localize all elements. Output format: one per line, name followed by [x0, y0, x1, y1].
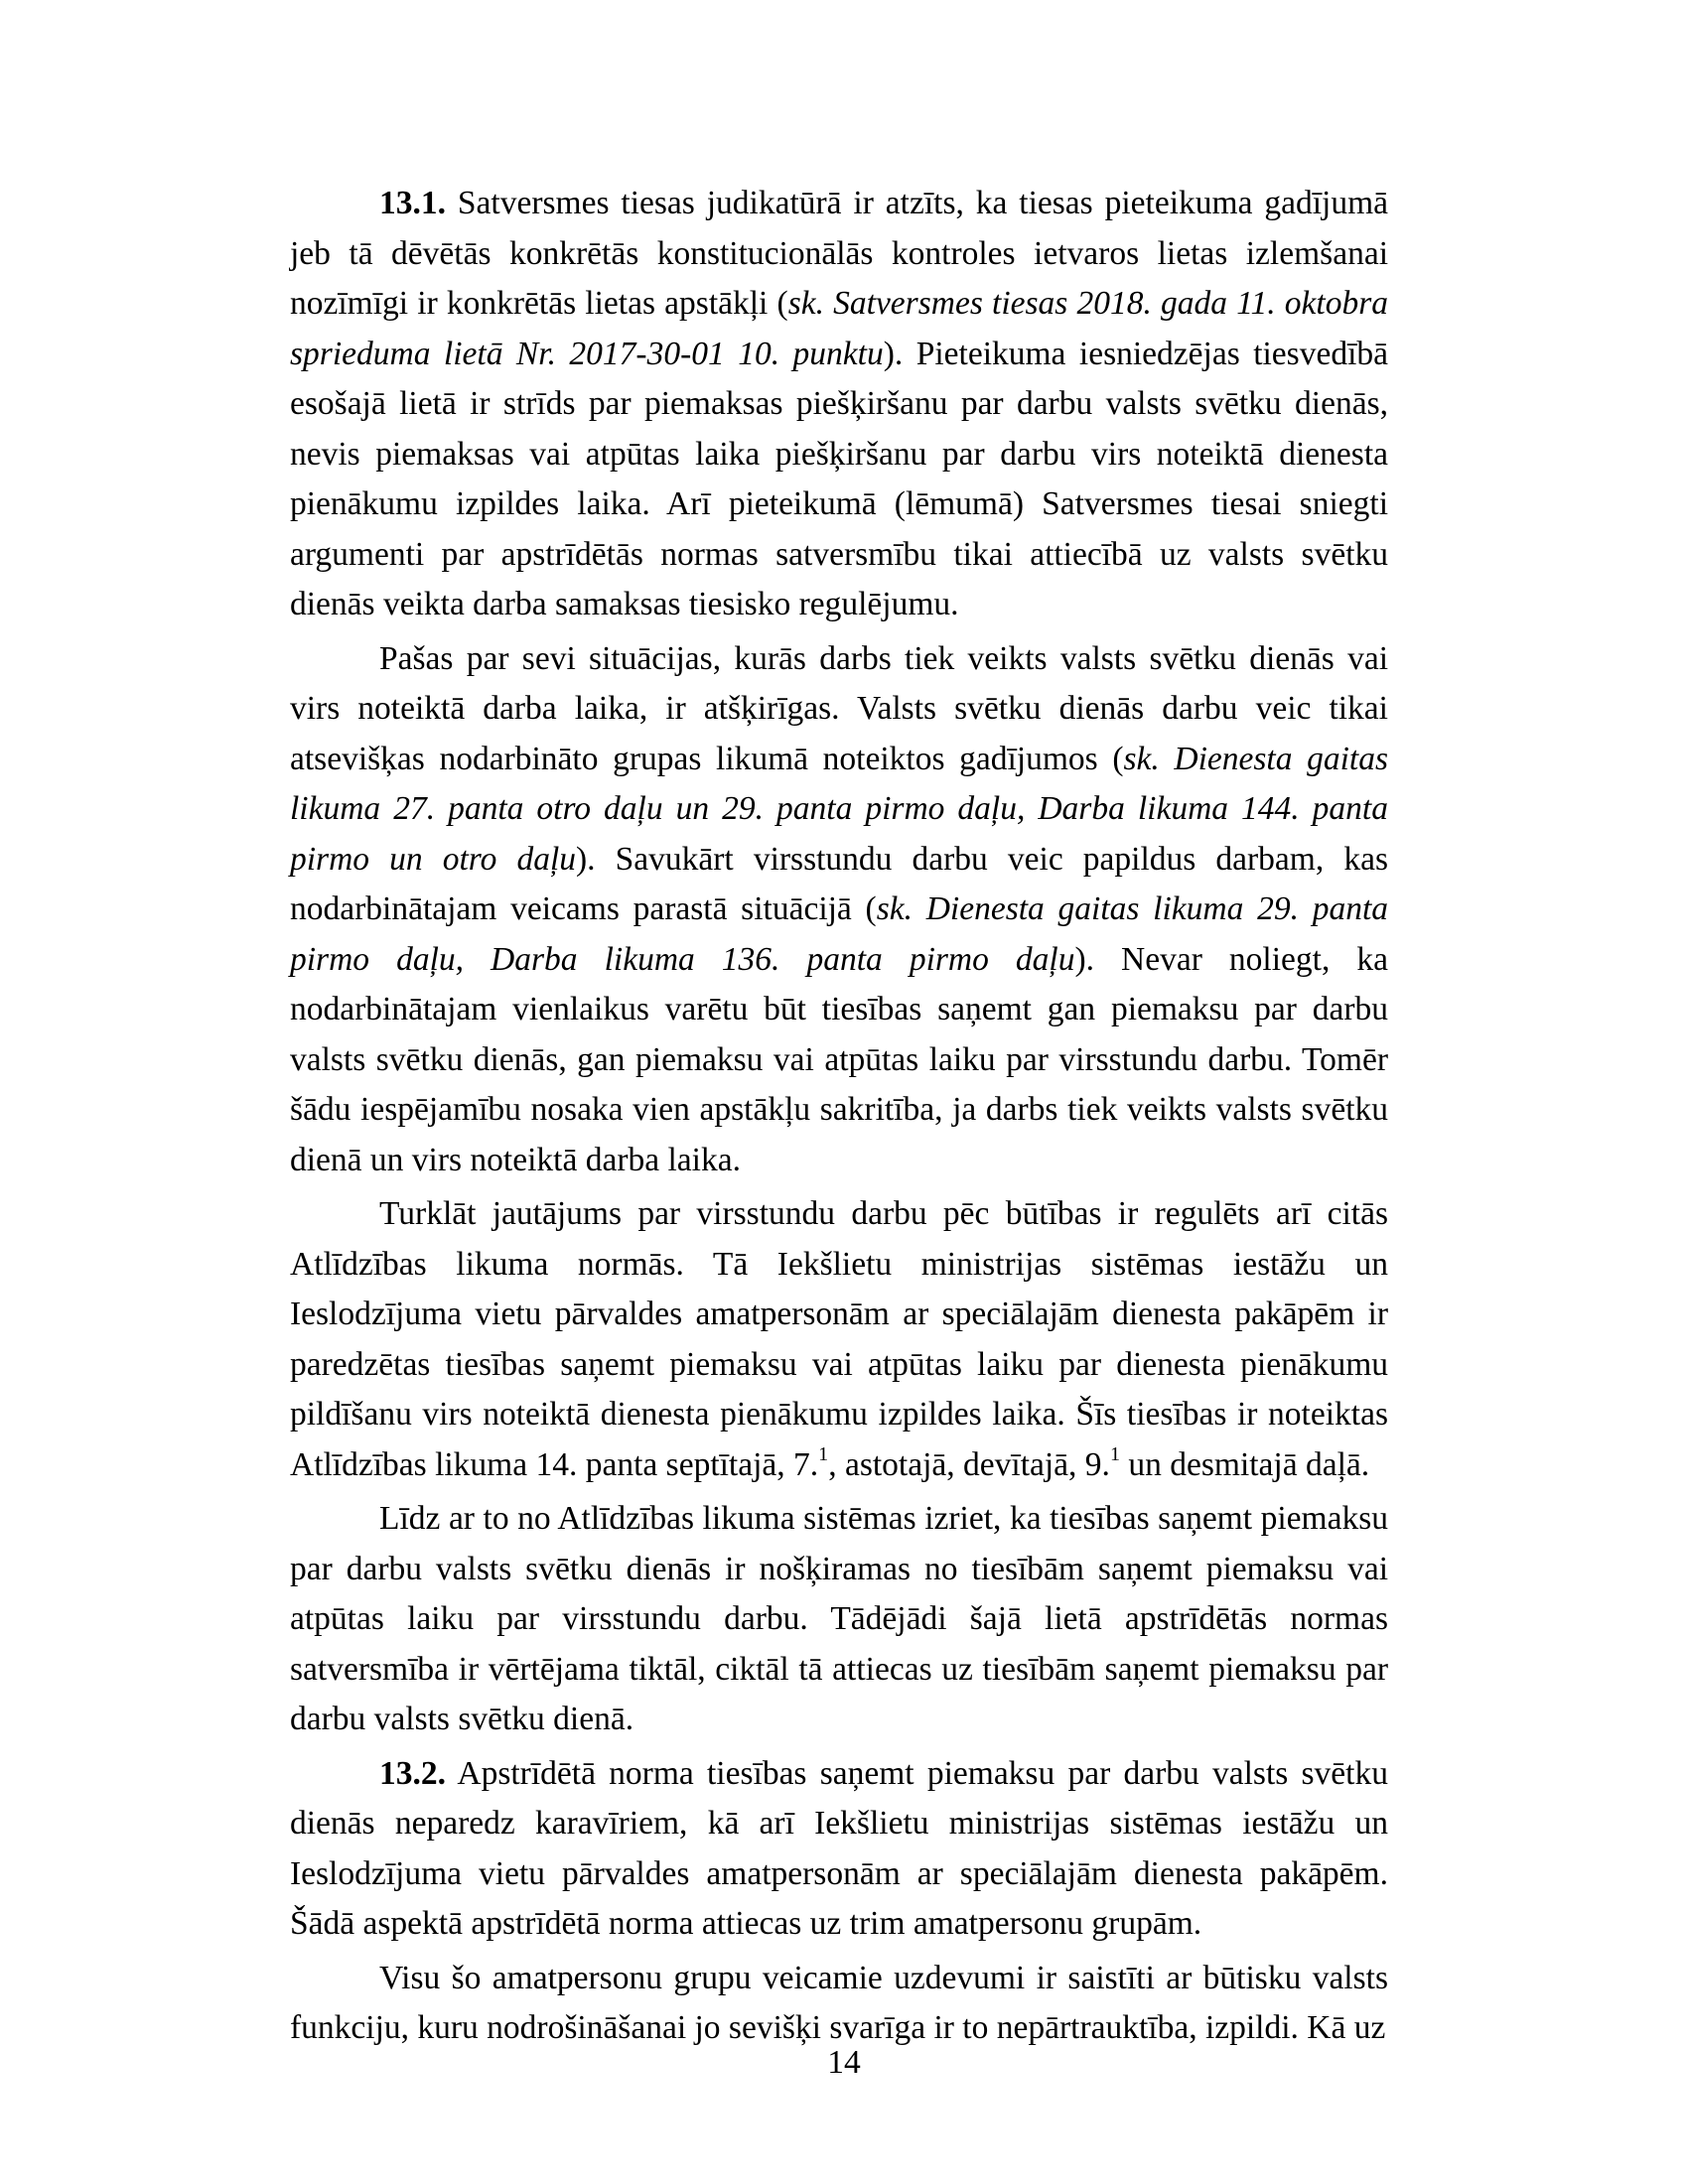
paragraph-text: ). Pieteikuma iesniedzējas tiesvedībā esošajā lietā ir strīds par piemaksas piešķiršanu par darbu valsts svētku dienās, nevis piemaksas vai atpūtas laika piešķiršanu par darbu virs noteiktā dienesta pienākumu izpildes laika. Arī pieteikumā (lēmumā) Satversmes tiesai sniegti argumenti par apstrīdētās normas satversmību tikai attiecībā uz valsts svētku dienās veikta darba samaksas tiesisko regulējumu.	[290, 335, 1389, 622]
citation-text: sk. Dienesta gaitas likuma 27. panta otro daļu un 29. panta pirmo daļu, Darba likuma 144. panta pirmo un otro daļu	[290, 740, 1388, 878]
paragraph-text: Satversmes tiesas judikatūrā ir atzīts, ka tiesas pieteikuma gadījumā jeb tā dēvētās konkrētās konstitucionālās kontroles ietvaros lietas izlemšanai nozīmīgi ir konkrētās lietas apstākļi (	[290, 185, 1388, 322]
paragraph-text: Visu šo amatpersonu grupu veicamie uzdevumi ir saistīti ar būtisku valsts funkciju, kuru nodrošināšanai jo sevišķi svarīga ir to nepārtrauktība, izpildi. Kā uz	[290, 1959, 1388, 2046]
paragraph-text: un desmitajā daļā.	[1119, 1445, 1370, 1483]
paragraph-text: ). Nevar noliegt, ka nodarbinātajam vienlaikus varētu būt tiesības saņemt gan piemaksu par darbu valsts svētku dienās, gan piemaksu vai atpūtas laiku par virsstundu darbu. Tomēr šādu iespējamību nosaka vien apstākļu sakritība, ja darbs tiek veikts valsts svētku dienā un virs noteiktā darba laika.	[290, 940, 1389, 1178]
paragraph-13-2	[290, 1749, 1388, 1950]
superscript: 1	[818, 1442, 829, 1465]
section-number: 13.2.	[379, 1754, 446, 1792]
citation-text: sk. Satversmes tiesas 2018. gada 11. oktobra sprieduma lietā Nr. 2017-30-01 10. punktu	[290, 285, 1388, 372]
paragraph-text: Pašas par sevi situācijas, kurās darbs tiek veikts valsts svētku dienās vai virs noteiktā darba laika, ir atšķirīgas. Valsts svētku dienās darbu veic tikai atsevišķas nodarbināto grupas likumā noteiktos gadījumos (	[290, 639, 1388, 777]
section-number: 13.1.	[379, 185, 446, 221]
paragraph-text: Apstrīdētā norma tiesības saņemt piemaksu par darbu valsts svētku dienās neparedz karavīriem, kā arī Iekšlietu ministrijas sistēmas iestāžu un Ieslodzījuma vietu pārvaldes amatpersonām ar speciālajām dienesta pakāpēm. Šādā aspektā apstrīdētā norma attiecas uz trim amatpersonu grupām.	[290, 1754, 1388, 1942]
paragraph-conclusion	[290, 1494, 1388, 1745]
paragraph-situations	[290, 634, 1388, 1186]
paragraph-text: Līdz ar to no Atlīdzības likuma sistēmas izriet, ka tiesības saņemt piemaksu par darbu valsts svētku dienās ir nošķiramas no tiesībām saņemt piemaksu vai atpūtas laiku par virsstundu darbu. Tādējādi šajā lietā apstrīdētās normas satversmība ir vērtējama tiktāl, ciktāl tā attiecas uz tiesībām saņemt piemaksu par darbu valsts svētku dienā.	[290, 1500, 1388, 1737]
paragraph-text: , astotajā, devītajā, 9.	[828, 1445, 1110, 1483]
superscript: 1	[1109, 1442, 1120, 1465]
paragraph-official-groups	[290, 1954, 1388, 2054]
paragraph-overtime	[290, 1189, 1388, 1490]
paragraph-13-1	[290, 179, 1388, 630]
paragraph-text: Turklāt jautājums par virsstundu darbu pēc būtības ir regulēts arī citās Atlīdzības likuma normās. Tā Iekšlietu ministrijas sistēmas iestāžu un Ieslodzījuma vietu pārvaldes amatpersonām ar speciālajām dienesta pakāpēm ir paredzētas tiesības saņemt piemaksu vai atpūtas laiku par dienesta pienākumu pildīšanu virs noteiktā dienesta pienākumu izpildes laika. Šīs tiesības ir noteiktas Atlīdzības likuma 14. panta septītajā, 7.	[290, 1195, 1388, 1483]
page-number: 14	[827, 2044, 861, 2081]
paragraph-text: ). Savukārt virsstundu darbu veic papildus darbam, kas nodarbinātajam veicams parastā situācijā (	[290, 840, 1388, 927]
document-body	[290, 179, 1388, 2054]
citation-text: sk. Dienesta gaitas likuma 29. panta pirmo daļu, Darba likuma 136. panta pirmo daļu	[290, 890, 1388, 978]
